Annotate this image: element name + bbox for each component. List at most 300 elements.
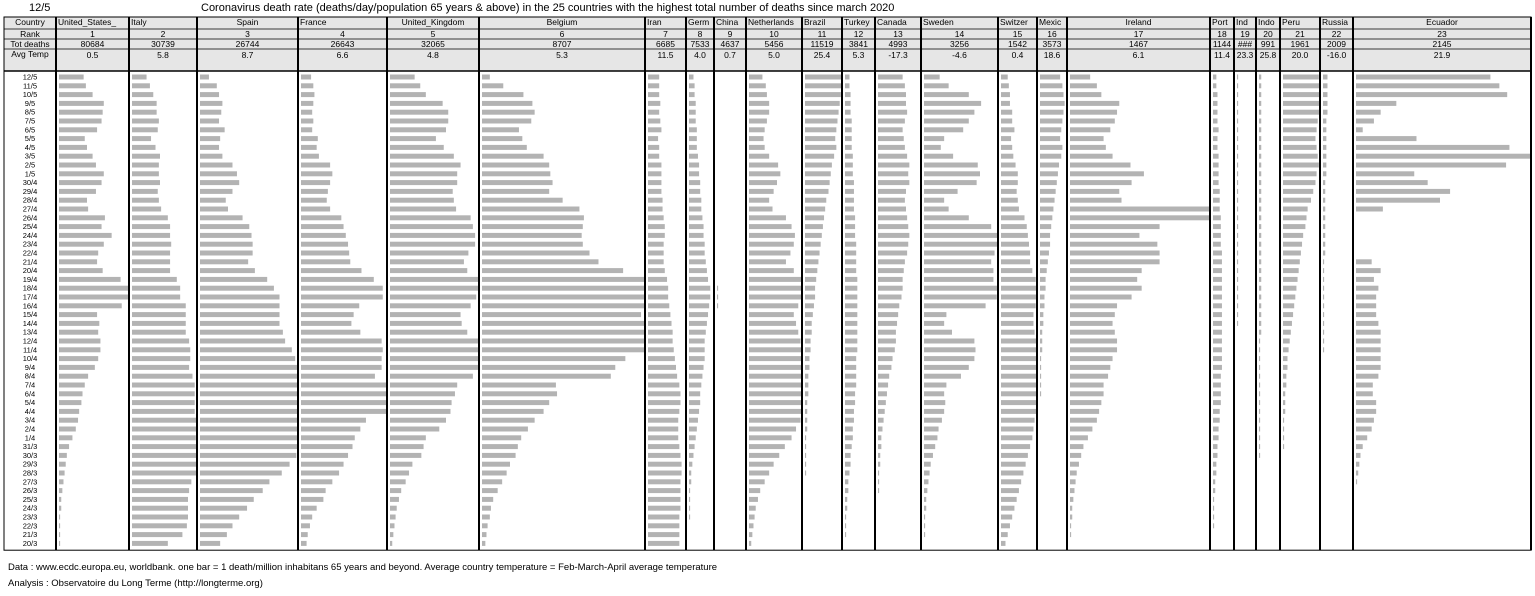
rank-turkey: 12	[853, 29, 864, 39]
bar-italy-11-5	[132, 83, 150, 88]
bar-netherlands-11-5	[749, 83, 766, 88]
bar-brazil-17-4	[805, 295, 815, 300]
bar-brazil-14-4	[805, 321, 812, 326]
bar-france-7-5	[301, 119, 313, 124]
bar-canada-7-4	[878, 383, 888, 388]
bar-canada-29-4	[878, 189, 906, 194]
bar-united-states-o-8-4	[59, 374, 88, 379]
bar-belgium-13-4	[482, 330, 644, 335]
country-name-united-kingdom: United_Kingdom	[401, 17, 465, 27]
date-label-16-4: 16/4	[22, 301, 38, 311]
bar-belgium-28-3	[482, 471, 507, 476]
bar-belgium-27-4	[482, 207, 579, 212]
bar-ireland-20-4	[1070, 268, 1142, 273]
date-label-29-3: 29/3	[22, 459, 38, 469]
rank-germ: 8	[697, 29, 703, 39]
bar-sweden-26-3	[924, 488, 927, 493]
bar-brazil-5-5	[805, 136, 835, 141]
bar-italy-28-4	[132, 198, 159, 203]
bar-switzerla-21-4	[1001, 259, 1030, 264]
bar-ecuador-30-3	[1356, 453, 1360, 458]
bar-united-kingdom-6-4	[390, 391, 455, 396]
bar-indo-16-4	[1259, 303, 1261, 308]
bar-france-5-5	[301, 136, 318, 141]
bar-united-kingdom-3-4	[390, 418, 446, 423]
bar-turkey-2-4	[845, 427, 853, 432]
bar-germ-17-4	[689, 295, 710, 300]
country-name-italy: Italy	[131, 17, 147, 27]
bar-iran-10-5	[648, 92, 659, 97]
bar-belgium-30-3	[482, 453, 516, 458]
date-label-17-4: 17/4	[22, 292, 38, 302]
bar-port-27-3	[1213, 479, 1215, 484]
date-label-21-4: 21/4	[22, 257, 38, 267]
bar-ecuador-27-3	[1356, 479, 1357, 484]
bar-canada-26-4	[878, 215, 907, 220]
bar-spain-14-4	[200, 321, 280, 326]
bar-brazil-29-3	[805, 462, 806, 467]
bar-netherlands-19-4	[749, 277, 801, 282]
bar-brazil-13-4	[805, 330, 812, 335]
bar-united-states-o-27-4	[59, 207, 88, 212]
bar-netherlands-8-4	[749, 374, 801, 379]
bar-italy-12-4	[132, 339, 189, 344]
bar-mexico-12-4	[1040, 339, 1042, 344]
bar-canada-3-4	[878, 418, 884, 423]
rank-france: 4	[340, 29, 345, 39]
bar-india-27-4	[1237, 207, 1238, 212]
bar-belgium-31-3	[482, 444, 518, 449]
bar-france-29-3	[301, 462, 344, 467]
bar-canada-13-4	[878, 330, 896, 335]
bar-brazil-24-4	[805, 233, 822, 238]
bar-port-14-4	[1213, 321, 1222, 326]
bar-india-24-4	[1237, 233, 1238, 238]
bar-ireland-15-4	[1070, 312, 1115, 317]
country-name-iran: Iran	[647, 17, 662, 27]
bar-united-states-o-5-4	[59, 400, 81, 405]
country-name-mexico: Mexic	[1039, 17, 1062, 27]
bar-turkey-11-5	[845, 83, 849, 88]
bar-peru-11-5	[1283, 83, 1319, 88]
bar-turkey-5-5	[845, 136, 852, 141]
bar-united-kingdom-23-3	[390, 515, 396, 520]
bar-sweden-27-3	[924, 479, 928, 484]
bar-sweden-3-4	[924, 418, 942, 423]
bar-mexico-7-4	[1040, 383, 1041, 388]
bar-france-28-3	[301, 471, 339, 476]
bar-turkey-1-5	[845, 171, 853, 176]
bar-brazil-22-4	[805, 251, 820, 256]
bar-sweden-4-4	[924, 409, 944, 414]
bar-italy-2-4	[132, 427, 196, 432]
bar-ecuador-9-4	[1356, 365, 1381, 370]
bar-russia-28-4	[1323, 198, 1325, 203]
bar-ireland-9-5	[1070, 101, 1119, 106]
bar-port-4-5	[1213, 145, 1217, 150]
bar-port-30-3	[1213, 453, 1217, 458]
bar-united-states-o-26-4	[59, 215, 105, 220]
bar-spain-6-5	[200, 127, 225, 132]
date-label-8-4: 8/4	[24, 371, 36, 381]
tot-deaths-spain: 26744	[235, 39, 260, 49]
bar-italy-22-3	[132, 523, 187, 528]
bar-belgium-30-4	[482, 180, 553, 185]
date-label-30-4: 30/4	[22, 178, 38, 188]
bar-india-28-4	[1237, 198, 1238, 203]
bar-spain-23-3	[200, 515, 239, 520]
bar-switzerla-22-3	[1001, 523, 1010, 528]
bar-iran-2-5	[648, 163, 661, 168]
bar-italy-6-5	[132, 127, 158, 132]
bar-united-kingdom-8-4	[390, 374, 473, 379]
bar-iran-29-4	[648, 189, 661, 194]
bar-ireland-30-4	[1070, 180, 1132, 185]
bar-sweden-27-4	[924, 207, 949, 212]
bar-iran-8-5	[648, 110, 659, 115]
bar-peru-3-4	[1283, 418, 1284, 423]
date-label-3-4: 3/4	[24, 415, 36, 425]
bar-france-18-4	[301, 286, 383, 291]
avg-temp-russia: -16.0	[1326, 50, 1347, 60]
bar-united-states-o-30-4	[59, 180, 102, 185]
bar-ecuador-15-4	[1356, 312, 1376, 317]
bar-spain-20-4	[200, 268, 255, 273]
bar-germ-5-4	[689, 400, 700, 405]
rank-belgium: 6	[559, 29, 565, 39]
bar-sweden-15-4	[924, 312, 946, 317]
bar-iran-19-4	[648, 277, 667, 282]
bar-belgium-7-4	[482, 383, 556, 388]
bar-netherlands-10-4	[749, 356, 801, 361]
bar-turkey-30-4	[845, 180, 854, 185]
bar-spain-30-3	[200, 453, 296, 458]
bar-united-kingdom-30-3	[390, 453, 421, 458]
bar-peru-22-4	[1283, 251, 1301, 256]
bar-sweden-14-4	[924, 321, 944, 326]
bar-united-states-o-11-4	[59, 347, 100, 352]
country-name-brazil: Brazil	[804, 17, 826, 27]
bar-turkey-25-4	[845, 224, 855, 229]
country-name-sweden: Sweden	[923, 17, 954, 27]
bar-mexico-8-4	[1040, 374, 1041, 379]
bar-italy-10-5	[132, 92, 153, 97]
bar-brazil-7-4	[805, 383, 808, 388]
date-label-22-4: 22/4	[22, 248, 38, 258]
bar-sweden-13-4	[924, 330, 952, 335]
bar-india-3-5	[1237, 154, 1238, 159]
bar-belgium-21-4	[482, 259, 598, 264]
bar-france-1-5	[301, 171, 332, 176]
bar-italy-5-5	[132, 136, 151, 141]
bar-port-5-4	[1213, 400, 1221, 405]
bar-canada-1-4	[878, 435, 881, 440]
bar-switzerla-10-4	[1001, 356, 1036, 361]
bar-united-kingdom-22-4	[390, 251, 468, 256]
bar-port-7-4	[1213, 383, 1221, 388]
bar-iran-22-3	[648, 523, 679, 528]
bar-germ-24-3	[689, 506, 690, 511]
bar-india-23-4	[1237, 242, 1238, 247]
bar-brazil-20-4	[805, 268, 817, 273]
bar-united-states-o-25-3	[59, 497, 61, 502]
bar-spain-18-4	[200, 286, 274, 291]
bar-indo-12-4	[1259, 339, 1260, 344]
bar-united-kingdom-12-5	[390, 75, 415, 80]
bar-italy-27-4	[132, 207, 161, 212]
bar-netherlands-29-3	[749, 462, 774, 467]
bar-turkey-21-3	[845, 532, 846, 537]
tot-deaths-netherlands: 5456	[764, 39, 784, 49]
bar-iran-11-4	[648, 347, 674, 352]
bar-brazil-6-4	[805, 391, 808, 396]
bar-port-10-5	[1213, 92, 1217, 97]
bar-spain-29-4	[200, 189, 232, 194]
bar-ireland-22-3	[1070, 523, 1071, 528]
bar-ireland-11-4	[1070, 347, 1117, 352]
rank-iran: 7	[663, 29, 668, 39]
tot-deaths-belgium: 8707	[552, 39, 572, 49]
bar-turkey-23-3	[845, 515, 846, 520]
bar-ireland-26-3	[1070, 488, 1074, 493]
bar-peru-5-5	[1283, 136, 1315, 141]
bar-sweden-26-4	[924, 215, 969, 220]
date-label-5-4: 5/4	[24, 398, 36, 408]
bar-iran-6-5	[648, 127, 661, 132]
bar-mexico-11-5	[1040, 83, 1062, 88]
country-name-china: China	[716, 17, 739, 27]
bar-united-kingdom-22-3	[390, 523, 394, 528]
bar-peru-4-5	[1283, 145, 1317, 150]
bar-peru-2-4	[1283, 427, 1284, 432]
date-label-3-5: 3/5	[24, 151, 36, 161]
bar-ireland-25-3	[1070, 497, 1073, 502]
bar-netherlands-23-3	[749, 515, 755, 520]
bar-switzerla-12-5	[1001, 75, 1008, 80]
bar-italy-26-4	[132, 215, 168, 220]
bar-netherlands-9-5	[749, 101, 769, 106]
bar-port-6-5	[1213, 127, 1219, 132]
avg-temp-france: 6.6	[336, 50, 349, 60]
bar-germ-14-4	[689, 321, 707, 326]
bar-ecuador-18-4	[1356, 286, 1378, 291]
bar-russia-27-4	[1323, 207, 1325, 212]
bar-peru-8-4	[1283, 374, 1286, 379]
bar-brazil-28-4	[805, 198, 826, 203]
bar-france-11-5	[301, 83, 313, 88]
bar-spain-9-5	[200, 101, 222, 106]
bar-russia-2-5	[1323, 163, 1326, 168]
bar-italy-14-4	[132, 321, 186, 326]
avg-temp-united-kingdom: 4.8	[427, 50, 439, 60]
bar-india-7-5	[1237, 119, 1238, 124]
bar-united-states-o-3-5	[59, 154, 93, 159]
bar-turkey-6-5	[845, 127, 852, 132]
avg-temp-ecuador: 21.9	[1433, 50, 1451, 60]
date-label-27-4: 27/4	[22, 204, 38, 214]
bar-france-21-4	[301, 259, 350, 264]
bar-port-28-3	[1213, 471, 1216, 476]
bar-united-states-o-22-3	[59, 523, 60, 528]
avg-temp-united-states-o: 0.5	[86, 50, 99, 60]
bar-turkey-24-4	[845, 233, 855, 238]
tot-deaths-sweden: 3256	[950, 39, 969, 49]
bar-switzerla-7-4	[1001, 383, 1036, 388]
bar-germ-26-4	[689, 215, 702, 220]
bar-canada-11-5	[878, 83, 905, 88]
bar-indo-8-4	[1259, 374, 1260, 379]
bar-russia-1-5	[1323, 171, 1326, 176]
bar-sweden-2-4	[924, 427, 939, 432]
bar-belgium-2-5	[482, 163, 549, 168]
bar-iran-14-4	[648, 321, 672, 326]
bar-peru-8-5	[1283, 110, 1319, 115]
bar-netherlands-31-3	[749, 444, 785, 449]
rank-united-states-o: 1	[90, 29, 95, 39]
bar-iran-4-5	[648, 145, 659, 150]
bar-iran-27-3	[648, 479, 680, 484]
bar-spain-4-5	[200, 145, 219, 150]
country-name-france: France	[300, 17, 327, 27]
bar-india-29-4	[1237, 189, 1238, 194]
bar-france-16-4	[301, 303, 359, 308]
bar-brazil-11-5	[805, 83, 841, 88]
bar-spain-20-3	[200, 541, 220, 546]
bar-ecuador-17-4	[1356, 295, 1376, 300]
bar-italy-30-4	[132, 180, 160, 185]
bar-switzerla-9-4	[1001, 365, 1036, 370]
bar-mexico-26-4	[1040, 215, 1052, 220]
country-name-switzerla: Switzer	[1000, 17, 1028, 27]
bar-ecuador-7-5	[1356, 119, 1374, 124]
bar-sweden-12-4	[924, 339, 974, 344]
bar-sweden-22-4	[924, 251, 995, 256]
date-label-12-4: 12/4	[22, 336, 38, 346]
bar-mexico-25-4	[1040, 224, 1051, 229]
bar-turkey-26-4	[845, 215, 855, 220]
bar-russia-8-5	[1323, 110, 1327, 115]
row-label-rank: Rank	[20, 29, 40, 39]
bar-ecuador-2-5	[1356, 163, 1506, 168]
bar-netherlands-3-4	[749, 418, 801, 423]
bar-ireland-14-4	[1070, 321, 1113, 326]
bar-port-18-4	[1213, 286, 1222, 291]
bar-canada-20-4	[878, 268, 904, 273]
bar-united-kingdom-21-4	[390, 259, 464, 264]
bar-iran-25-3	[648, 497, 680, 502]
bar-mexico-15-4	[1040, 312, 1043, 317]
bar-iran-8-4	[648, 374, 677, 379]
bar-france-20-3	[301, 541, 307, 546]
bar-france-6-5	[301, 127, 312, 132]
footer-source-note: Data : www.ecdc.europa.eu, worldbank. one bar = 1 death/million inhabitans 65 years and beyond. Average country temperature = Feb-March-April average temperature	[8, 562, 718, 573]
bar-russia-22-4	[1323, 251, 1325, 256]
bar-turkey-24-3	[845, 506, 847, 511]
bar-ecuador-8-4	[1356, 374, 1378, 379]
bar-russia-29-4	[1323, 189, 1325, 194]
tot-deaths-canada: 4993	[888, 39, 908, 49]
bar-italy-26-3	[132, 488, 189, 493]
bar-france-2-4	[301, 427, 360, 432]
bar-peru-28-4	[1283, 198, 1311, 203]
bar-ireland-6-5	[1070, 127, 1110, 132]
bar-belgium-6-5	[482, 127, 519, 132]
bar-brazil-8-4	[805, 374, 808, 379]
bar-indo-8-5	[1259, 110, 1261, 115]
bar-germ-28-4	[689, 198, 701, 203]
bar-switzerla-4-4	[1001, 409, 1036, 414]
bar-germ-18-4	[689, 286, 710, 291]
bar-mexico-18-4	[1040, 286, 1046, 291]
date-label-20-4: 20/4	[22, 266, 38, 276]
bar-sweden-21-3	[924, 532, 925, 537]
bar-turkey-2-5	[845, 163, 853, 168]
date-label-7-4: 7/4	[24, 380, 36, 390]
bar-brazil-8-5	[805, 110, 839, 115]
bar-sweden-24-3	[924, 506, 926, 511]
bar-peru-14-4	[1283, 321, 1292, 326]
bar-mexico-10-5	[1040, 92, 1064, 97]
bar-brazil-23-4	[805, 242, 821, 247]
bar-belgium-8-4	[482, 374, 611, 379]
bar-united-kingdom-7-5	[390, 119, 448, 124]
bar-indo-15-4	[1259, 312, 1261, 317]
bar-iran-11-5	[648, 83, 659, 88]
bar-france-23-3	[301, 515, 312, 520]
bar-indo-3-5	[1259, 154, 1261, 159]
bar-turkey-15-4	[845, 312, 857, 317]
bar-netherlands-21-4	[749, 259, 786, 264]
bar-turkey-29-4	[845, 189, 854, 194]
date-label-26-3: 26/3	[22, 486, 38, 496]
bar-netherlands-6-4	[749, 391, 801, 396]
bar-russia-19-4	[1323, 277, 1324, 282]
bar-canada-5-4	[878, 400, 886, 405]
bar-switzerla-30-4	[1001, 180, 1018, 185]
bar-india-12-5	[1237, 75, 1238, 80]
bar-belgium-5-5	[482, 136, 522, 141]
bar-ecuador-19-4	[1356, 277, 1374, 282]
bar-canada-4-4	[878, 409, 885, 414]
bar-france-25-4	[301, 224, 344, 229]
bar-indo-28-4	[1259, 198, 1261, 203]
bar-iran-7-5	[648, 119, 660, 124]
bar-spain-22-3	[200, 523, 232, 528]
bar-port-20-4	[1213, 268, 1222, 273]
bar-france-7-4	[301, 383, 386, 388]
bar-belgium-15-4	[482, 312, 641, 317]
rank-mexico: 16	[1047, 29, 1057, 39]
bar-france-25-3	[301, 497, 323, 502]
bar-france-10-5	[301, 92, 314, 97]
bar-spain-5-4	[200, 400, 297, 405]
bar-peru-15-4	[1283, 312, 1293, 317]
bar-indo-5-4	[1259, 400, 1260, 405]
rank-netherlands: 10	[769, 29, 779, 39]
bar-turkey-9-5	[845, 101, 851, 106]
bar-port-27-4	[1213, 207, 1220, 212]
bar-united-states-o-21-3	[59, 532, 60, 537]
bar-ecuador-3-4	[1356, 418, 1374, 423]
bar-iran-7-4	[648, 383, 679, 388]
bar-italy-25-3	[132, 497, 188, 502]
bar-belgium-21-3	[482, 532, 486, 537]
bar-spain-3-4	[200, 418, 297, 423]
bar-peru-9-4	[1283, 365, 1287, 370]
bar-france-23-4	[301, 242, 348, 247]
bar-sweden-29-4	[924, 189, 958, 194]
bar-belgium-5-4	[482, 400, 549, 405]
